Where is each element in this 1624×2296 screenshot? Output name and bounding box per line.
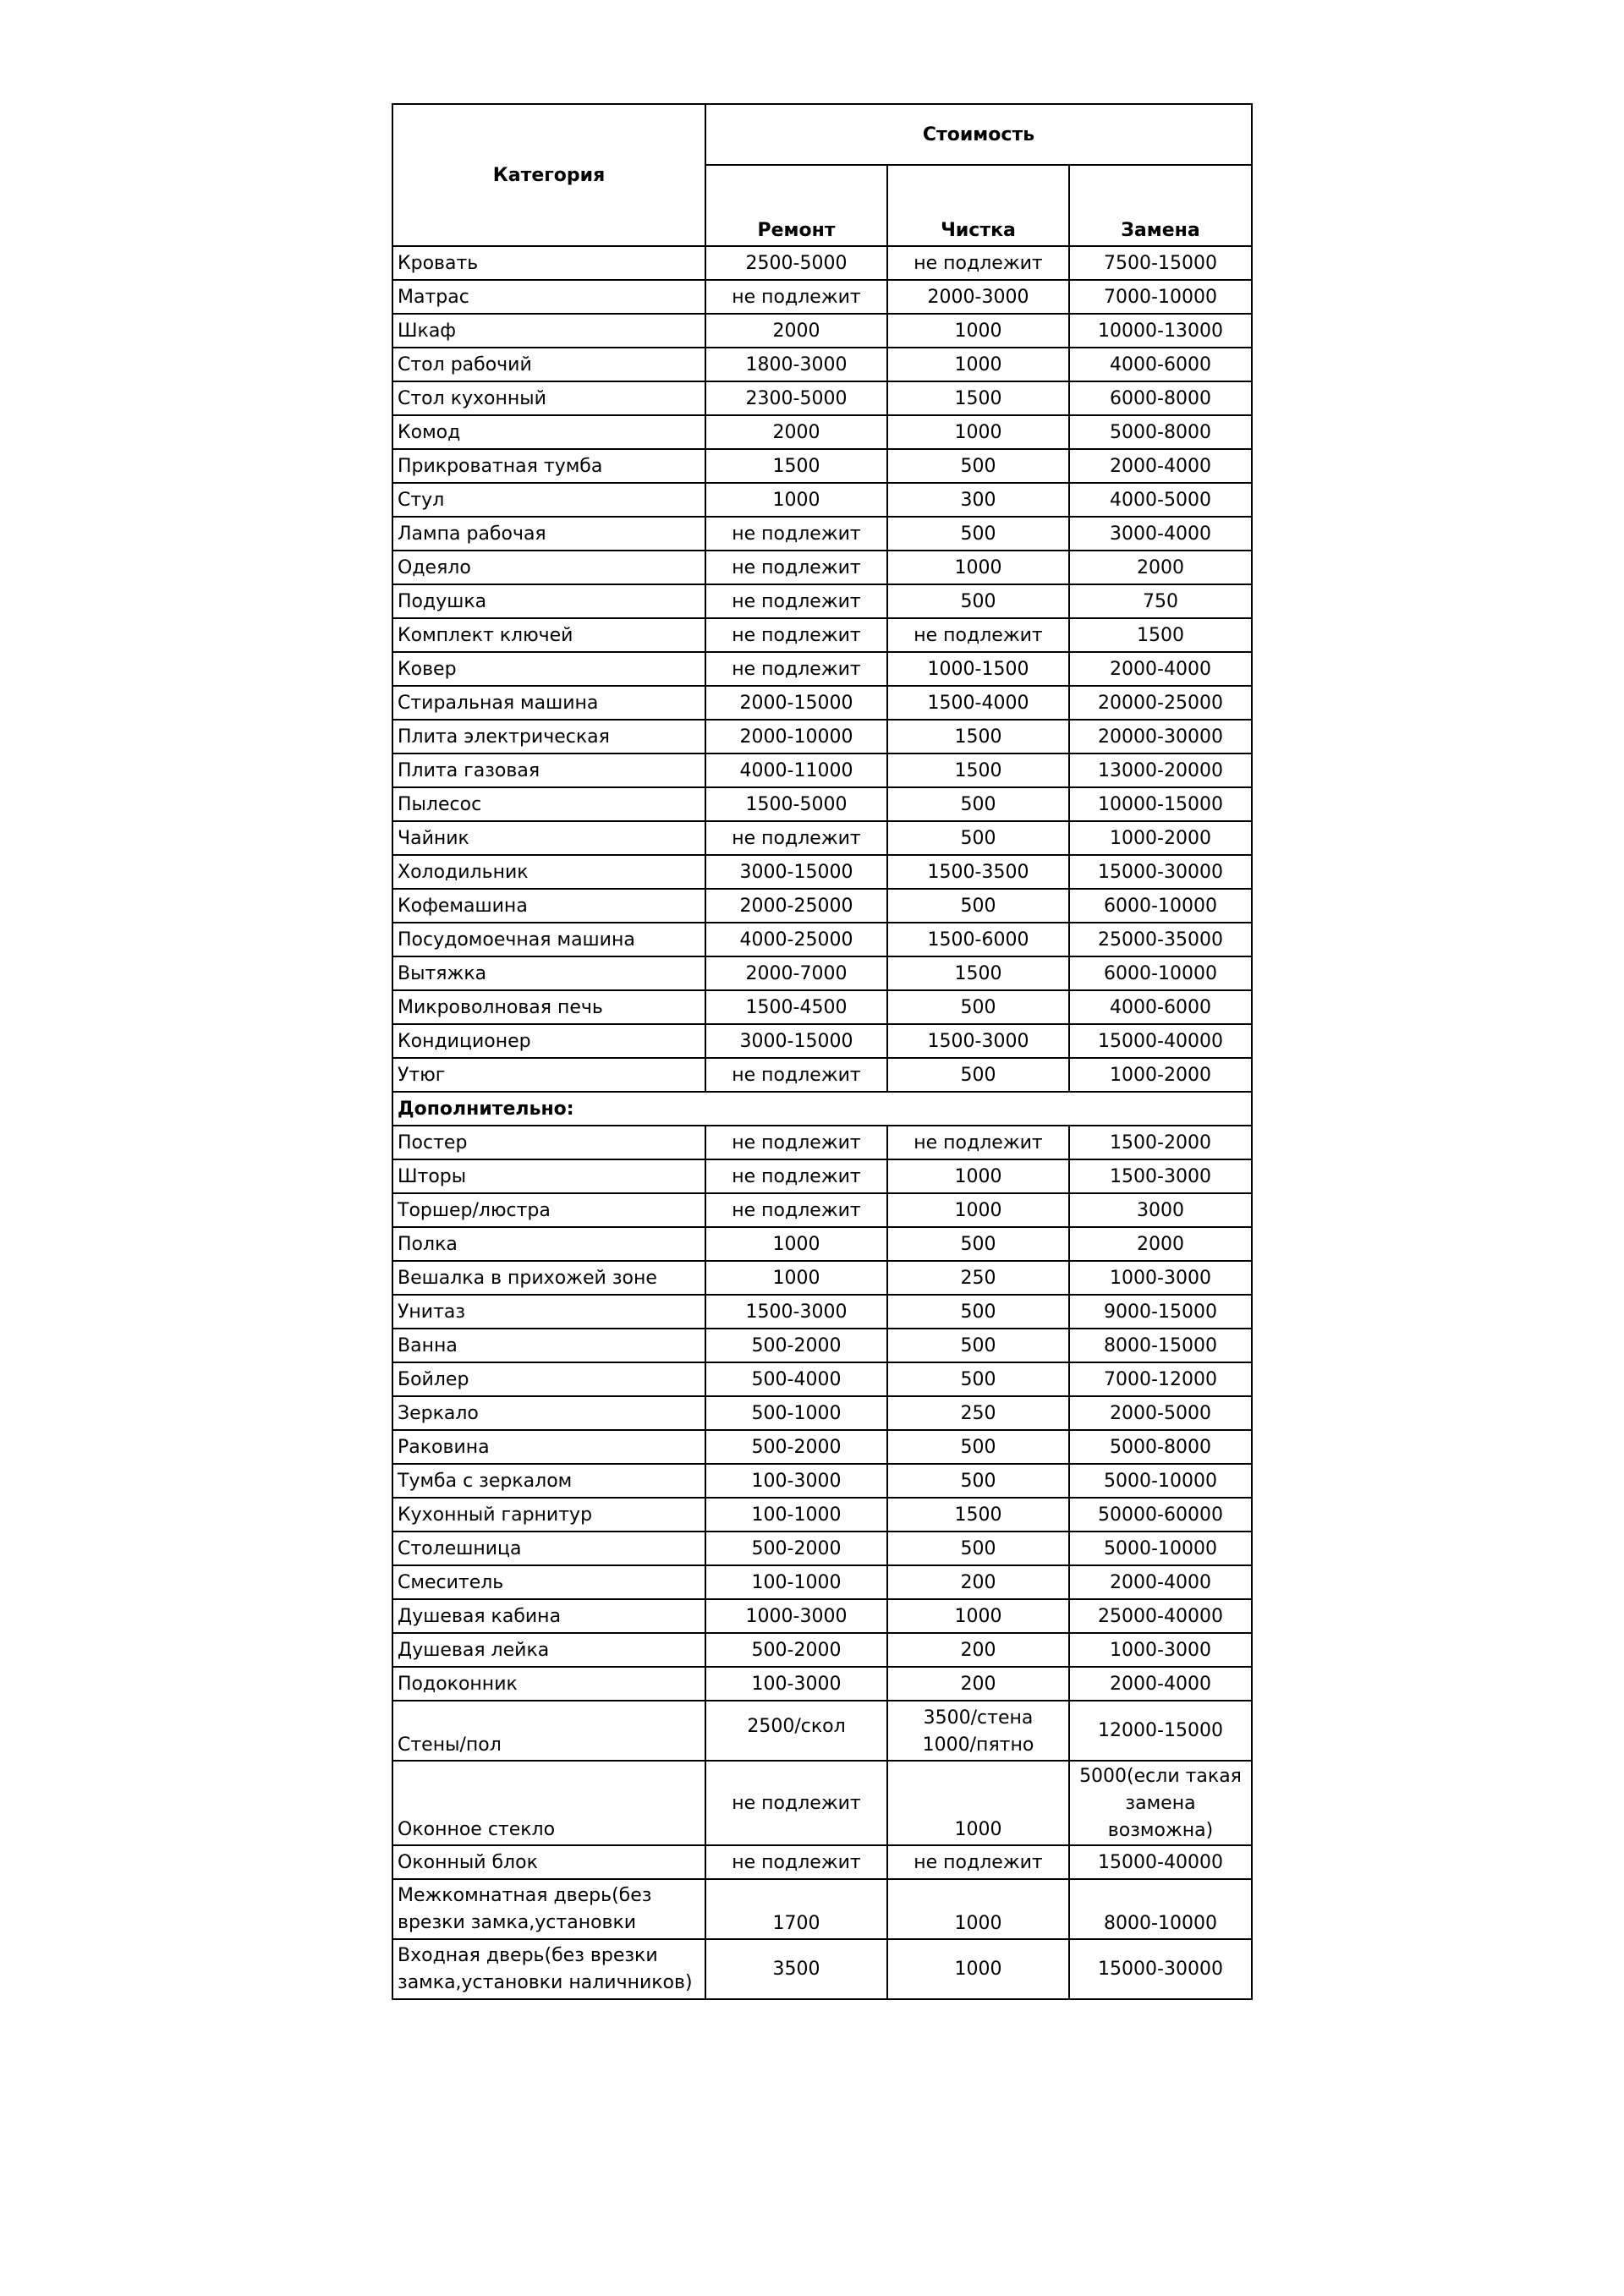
cell-repair: 1000 [705,483,887,517]
cell-category: Оконный блок [392,1845,705,1879]
cell-repair: 500-2000 [705,1633,887,1667]
cell-replacement: 4000-6000 [1069,990,1252,1024]
header-replacement: Замена [1069,165,1252,246]
table-row [392,1701,1252,1761]
cell-repair: 4000-25000 [705,923,887,956]
table-row [392,1565,1252,1599]
cell-cleaning: 500 [887,517,1069,551]
cell-category: Кровать [392,246,705,280]
cell-cleaning: 1500-3500 [887,855,1069,889]
cell-replacement: 3000-4000 [1069,517,1252,551]
cell-repair: 1000 [705,1261,887,1295]
table-row [392,483,1252,517]
table-row [392,787,1252,821]
table-row [392,1362,1252,1396]
cell-replacement: 2000-4000 [1069,1565,1252,1599]
cell-repair: 500-2000 [705,1532,887,1565]
cell-repair: не подлежит [705,1845,887,1879]
table-row [392,1939,1252,1999]
cell-replacement: 25000-35000 [1069,923,1252,956]
cell-repair: 1500-4500 [705,990,887,1024]
cell-repair: не подлежит [705,821,887,855]
cell-cleaning [887,1701,1069,1761]
cell-repair: не подлежит [705,584,887,618]
cell-category: Подушка [392,584,705,618]
cell-cleaning: 1000 [887,348,1069,381]
cell-repair: 1500-5000 [705,787,887,821]
table-row [392,686,1252,720]
header-category: Категория [392,104,705,246]
cell-category: Унитаз [392,1295,705,1329]
table-row [392,449,1252,483]
cell-replacement: 20000-25000 [1069,686,1252,720]
table-row [392,1464,1252,1498]
cell-repair: 3000-15000 [705,855,887,889]
cell-cleaning: 1500 [887,720,1069,753]
cell-category: Кухонный гарнитур [392,1498,705,1532]
cell-cleaning: 500 [887,889,1069,923]
cell-replacement: 9000-15000 [1069,1295,1252,1329]
cell-category: Плита газовая [392,753,705,787]
cell-replacement: 2000-5000 [1069,1396,1252,1430]
cell-category: Комплект ключей [392,618,705,652]
cell-replacement: 6000-10000 [1069,889,1252,923]
cell-repair: 100-3000 [705,1464,887,1498]
cell-replacement: 5000-8000 [1069,415,1252,449]
cell-repair: не подлежит [705,551,887,584]
cell-repair: не подлежит [705,517,887,551]
table-row [392,652,1252,686]
table-row [392,348,1252,381]
table-row [392,314,1252,348]
cell-line: замена [1125,1793,1196,1814]
cell-repair: 2300-5000 [705,381,887,415]
cell-repair: 1000-3000 [705,1599,887,1633]
cell-line: 1000/пятно [922,1734,1034,1756]
cell-cleaning: 250 [887,1261,1069,1295]
cell-cleaning: не подлежит [887,1126,1069,1159]
cell-category: Одеяло [392,551,705,584]
cell-repair: не подлежит [705,618,887,652]
cell-repair: не подлежит [705,1193,887,1227]
cell-category: Посудомоечная машина [392,923,705,956]
table-row [392,246,1252,280]
cell-category: Кондиционер [392,1024,705,1058]
main-rows [392,246,1252,1092]
cell-category: Стены/пол [392,1701,705,1761]
cell-repair: 2000 [705,314,887,348]
cell-replacement: 7000-10000 [1069,280,1252,314]
cell-category: Постер [392,1126,705,1159]
header-repair: Ремонт [705,165,887,246]
cell-cleaning: 1500 [887,956,1069,990]
cell-cleaning: 1000 [887,1761,1069,1845]
cell-cleaning: 1500-3000 [887,1024,1069,1058]
cell-repair: 500-4000 [705,1362,887,1396]
cell-replacement: 6000-8000 [1069,381,1252,415]
cell-repair: 500-2000 [705,1329,887,1362]
cell-cleaning: 200 [887,1667,1069,1701]
cell-repair: 4000-11000 [705,753,887,787]
cell-cleaning: не подлежит [887,246,1069,280]
table-row [392,720,1252,753]
cell-category: Смеситель [392,1565,705,1599]
cell-cleaning: 500 [887,449,1069,483]
cell-category: Столешница [392,1532,705,1565]
cell-replacement: 12000-15000 [1069,1701,1252,1761]
cell-replacement: 15000-30000 [1069,1939,1252,1999]
cell-category [392,1939,705,1999]
cell-line: Межкомнатная дверь(без [398,1884,652,1906]
cell-replacement: 2000-4000 [1069,449,1252,483]
cell-cleaning: 500 [887,1532,1069,1565]
cell-category: Подоконник [392,1667,705,1701]
cell-replacement: 1500 [1069,618,1252,652]
cell-category: Торшер/люстра [392,1193,705,1227]
header-cleaning: Чистка [887,165,1069,246]
cell-replacement: 6000-10000 [1069,956,1252,990]
cell-replacement: 2000-4000 [1069,652,1252,686]
cell-repair: 500-1000 [705,1396,887,1430]
cell-replacement: 1000-3000 [1069,1261,1252,1295]
cell-cleaning: 500 [887,1430,1069,1464]
cell-category: Плита электрическая [392,720,705,753]
cell-replacement [1069,1761,1252,1845]
cell-replacement: 7500-15000 [1069,246,1252,280]
cell-replacement: 15000-40000 [1069,1845,1252,1879]
table-row [392,889,1252,923]
table-row [392,1227,1252,1261]
cell-replacement: 5000-10000 [1069,1532,1252,1565]
cell-repair: не подлежит [705,1761,887,1845]
cell-category: Стол кухонный [392,381,705,415]
cell-repair: 2000-10000 [705,720,887,753]
cell-replacement: 1000-2000 [1069,1058,1252,1092]
cell-category: Кофемашина [392,889,705,923]
cell-repair: не подлежит [705,1058,887,1092]
table-row [392,1633,1252,1667]
cell-category: Лампа рабочая [392,517,705,551]
cell-replacement: 3000 [1069,1193,1252,1227]
cell-repair: не подлежит [705,1159,887,1193]
table-row [392,1024,1252,1058]
cell-replacement: 7000-12000 [1069,1362,1252,1396]
cell-category: Душевая лейка [392,1633,705,1667]
cell-replacement: 15000-40000 [1069,1024,1252,1058]
cell-repair: 1800-3000 [705,348,887,381]
cell-category: Пылесос [392,787,705,821]
cell-category: Утюг [392,1058,705,1092]
cell-cleaning: 500 [887,1362,1069,1396]
table-row [392,415,1252,449]
table-row [392,956,1252,990]
table-row [392,1193,1252,1227]
cell-replacement: 1500-2000 [1069,1126,1252,1159]
cell-cleaning: 500 [887,1058,1069,1092]
header-cost: Стоимость [705,104,1252,165]
cell-category: Полка [392,1227,705,1261]
cell-category: Стиральная машина [392,686,705,720]
table-row [392,381,1252,415]
cell-repair: 1500 [705,449,887,483]
special-rows [392,1701,1252,1999]
cell-repair: 1500-3000 [705,1295,887,1329]
cell-category: Микроволновая печь [392,990,705,1024]
table-row [392,753,1252,787]
cell-replacement: 5000-8000 [1069,1430,1252,1464]
cell-cleaning: 1000 [887,1939,1069,1999]
table-row [392,517,1252,551]
cell-cleaning: 200 [887,1565,1069,1599]
cell-repair: 3000-15000 [705,1024,887,1058]
cell-cleaning: не подлежит [887,618,1069,652]
cell-replacement: 750 [1069,584,1252,618]
table-row [392,551,1252,584]
cell-cleaning: 500 [887,990,1069,1024]
cell-replacement: 20000-30000 [1069,720,1252,753]
cell-category: Тумба с зеркалом [392,1464,705,1498]
table-row [392,1159,1252,1193]
table-row [392,821,1252,855]
table-row [392,1329,1252,1362]
cell-cleaning: 1500-4000 [887,686,1069,720]
cell-category: Раковина [392,1430,705,1464]
cell-category: Оконное стекло [392,1761,705,1845]
cell-category: Холодильник [392,855,705,889]
cell-replacement: 50000-60000 [1069,1498,1252,1532]
cell-line: Входная дверь(без врезки [398,1944,658,1966]
cell-category: Бойлер [392,1362,705,1396]
table-row [392,990,1252,1024]
cell-replacement: 13000-20000 [1069,753,1252,787]
cell-category: Душевая кабина [392,1599,705,1633]
cell-replacement: 1000-2000 [1069,821,1252,855]
cell-cleaning: 2000-3000 [887,280,1069,314]
cell-repair: 2500-5000 [705,246,887,280]
cell-category: Зеркало [392,1396,705,1430]
cell-cleaning: 1000 [887,415,1069,449]
cell-category: Чайник [392,821,705,855]
cell-cleaning: 1000-1500 [887,652,1069,686]
cell-repair: 2000-15000 [705,686,887,720]
cell-category: Ванна [392,1329,705,1362]
cell-replacement: 4000-6000 [1069,348,1252,381]
cell-repair: 2000-25000 [705,889,887,923]
table-row [392,1667,1252,1701]
cell-category: Матрас [392,280,705,314]
cell-repair: 100-3000 [705,1667,887,1701]
table-row [392,1498,1252,1532]
cell-line: 5000(если такая [1079,1766,1242,1787]
cell-cleaning: 500 [887,1464,1069,1498]
cell-cleaning: 500 [887,787,1069,821]
table-row [392,1295,1252,1329]
table-row [392,1058,1252,1092]
cell-repair: 1700 [705,1879,887,1939]
cell-replacement: 2000 [1069,551,1252,584]
cell-replacement: 8000-15000 [1069,1329,1252,1362]
table-row [392,1261,1252,1295]
cell-cleaning: 1500 [887,381,1069,415]
cell-cleaning: 500 [887,1227,1069,1261]
cell-category: Шторы [392,1159,705,1193]
cell-category: Комод [392,415,705,449]
cell-cleaning: 500 [887,584,1069,618]
cell-category: Вытяжка [392,956,705,990]
cell-cleaning: 250 [887,1396,1069,1430]
cell-cleaning: 300 [887,483,1069,517]
cell-line: замка,установки наличников) [398,1971,693,1993]
cell-cleaning: 1000 [887,1193,1069,1227]
table-row [392,584,1252,618]
cell-cleaning: 500 [887,1329,1069,1362]
cell-category: Вешалка в прихожей зоне [392,1261,705,1295]
table-row [392,1430,1252,1464]
cell-repair: 100-1000 [705,1498,887,1532]
table-row [392,1845,1252,1879]
cell-repair: 1000 [705,1227,887,1261]
cell-category: Стол рабочий [392,348,705,381]
section-label: Дополнительно: [392,1092,1252,1126]
cell-cleaning: 1500 [887,753,1069,787]
cell-cleaning: не подлежит [887,1845,1069,1879]
extra-rows [392,1092,1252,1701]
cell-repair: не подлежит [705,1126,887,1159]
cell-replacement: 10000-15000 [1069,787,1252,821]
price-table [392,103,1253,2000]
cell-replacement: 2000 [1069,1227,1252,1261]
cell-line: 3500/стена [923,1707,1034,1729]
cell-category: Прикроватная тумба [392,449,705,483]
table-row [392,1599,1252,1633]
table-row [392,923,1252,956]
cell-repair: не подлежит [705,280,887,314]
section-row [392,1092,1252,1126]
table-row [392,855,1252,889]
table-row [392,1761,1252,1845]
cell-repair: 2000 [705,415,887,449]
cell-category: Шкаф [392,314,705,348]
cell-replacement: 8000-10000 [1069,1879,1252,1939]
cell-cleaning: 1500 [887,1498,1069,1532]
cell-category: Ковер [392,652,705,686]
cell-repair: не подлежит [705,652,887,686]
cell-cleaning: 1000 [887,314,1069,348]
table-row [392,280,1252,314]
cell-cleaning: 200 [887,1633,1069,1667]
cell-replacement: 15000-30000 [1069,855,1252,889]
cell-replacement: 5000-10000 [1069,1464,1252,1498]
cell-repair: 2000-7000 [705,956,887,990]
cell-replacement: 25000-40000 [1069,1599,1252,1633]
cell-cleaning: 1000 [887,551,1069,584]
table-row [392,1532,1252,1565]
cell-cleaning: 1500-6000 [887,923,1069,956]
cell-replacement: 4000-5000 [1069,483,1252,517]
table-row [392,618,1252,652]
cell-replacement: 2000-4000 [1069,1667,1252,1701]
cell-replacement: 1500-3000 [1069,1159,1252,1193]
table-row [392,1396,1252,1430]
table-row [392,1879,1252,1939]
cell-repair: 3500 [705,1939,887,1999]
cell-repair: 100-1000 [705,1565,887,1599]
cell-category [392,1879,705,1939]
cell-line: возможна) [1107,1820,1214,1841]
cell-replacement: 10000-13000 [1069,314,1252,348]
cell-cleaning: 500 [887,1295,1069,1329]
cell-line: врезки замка,установки [398,1911,637,1933]
cell-category: Стул [392,483,705,517]
cell-cleaning: 1000 [887,1879,1069,1939]
cell-cleaning: 500 [887,821,1069,855]
cell-replacement: 1000-3000 [1069,1633,1252,1667]
table-row [392,1126,1252,1159]
cell-repair: 2500/скол [705,1701,887,1761]
cell-cleaning: 1000 [887,1159,1069,1193]
cell-cleaning: 1000 [887,1599,1069,1633]
cell-repair: 500-2000 [705,1430,887,1464]
